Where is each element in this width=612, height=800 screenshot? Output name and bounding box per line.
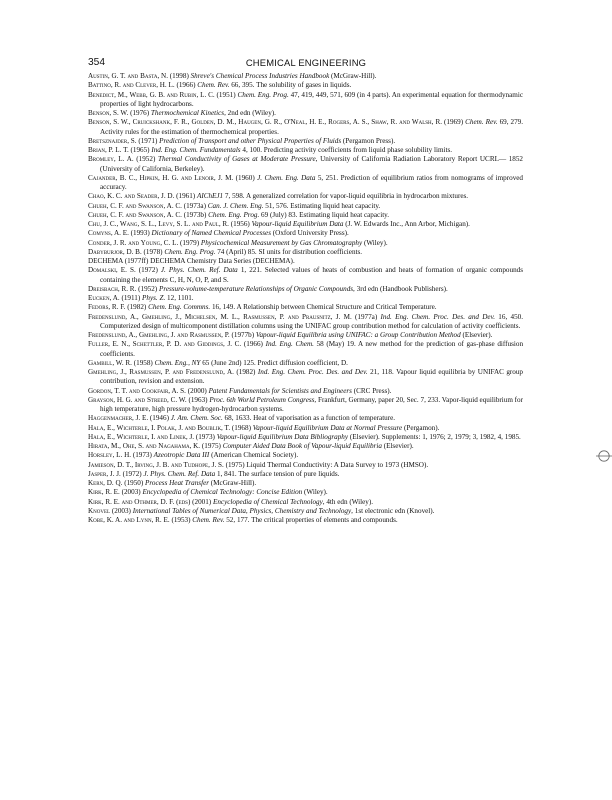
reference-year: (1982)	[233, 368, 258, 376]
reference-year: (1911)	[119, 294, 143, 302]
reference-year: (1953)	[169, 516, 193, 524]
reference-authors: Kobe, K. A. and Lynn, R. E.	[88, 516, 170, 524]
reference-authors: Hirata, M., Ohe, S. and Nagahama, K.	[88, 442, 201, 450]
reference-title: Phys. Z.	[142, 294, 166, 302]
reference-year: (1968)	[230, 423, 253, 432]
reference-entry	[88, 202, 523, 211]
reference-title: Chem. Eng., NY	[154, 358, 201, 367]
reference-details: , 1st electronic edn (Knovel).	[351, 506, 435, 515]
page-header	[88, 57, 524, 69]
reference-entry	[88, 516, 523, 525]
reference-authors: Fredenslund, A., Gmehling, J., Michelsen, M. L., Rasmussen, P. and Prausnitz, J. M.	[88, 312, 352, 321]
reference-title: Physicochemical Measurement by Gas Chromatography	[200, 238, 363, 247]
page-number: 354	[88, 57, 105, 68]
reference-year: (2003)	[110, 506, 133, 515]
reference-title: Ind. Eng. Chem. Proc. Des. and Dev.	[257, 368, 368, 376]
reference-title: Can. J. Chem. Eng.	[207, 201, 264, 210]
reference-details: 65 (June 2nd) 125. Predict diffusion coefficient, D.	[200, 358, 348, 367]
crop-mark-icon	[596, 448, 612, 464]
reference-title: Vapour-liquid Equilibrium Data at Normal Pressure	[252, 423, 403, 432]
reference-details: 1, 221. Selected values of heats of combustion and heats of formation of organic compounds containing the elements C, H, N, O, P, and S.	[100, 266, 523, 284]
reference-entry	[88, 498, 523, 507]
reference-year: (1993)	[128, 229, 152, 238]
reference-entry	[88, 424, 523, 433]
reference-list	[88, 72, 523, 525]
reference-entry	[88, 266, 523, 285]
reference-entry	[88, 192, 523, 201]
reference-authors: Haggenmacher, J. E.	[88, 414, 149, 423]
reference-year: (1946)	[148, 414, 171, 423]
reference-title: Vapour-liquid Equilibria using UNIFAC: a Group Contribution Method	[255, 331, 461, 339]
reference-entry	[88, 118, 523, 137]
reference-year: (1998)	[168, 72, 191, 80]
reference-authors: Cajander, B. C., Hipkin, H. G. and Lenoir, J. M.	[88, 173, 234, 182]
reference-year: (1960)	[233, 173, 258, 182]
reference-title: Chem. Eng. Prog.	[208, 210, 260, 219]
reference-year: (1977a)	[351, 312, 381, 321]
reference-details: , Frankfurt, Germany, paper 20, Sec. 7, 233. Vapor-liquid equilibrium for high temperature, high pressure hydrogen-hydrocarbon systems.	[100, 395, 523, 413]
reference-year: (1972)	[120, 469, 144, 478]
reference-details: 68, 1633. Heat of vaporisation as a function of temperature.	[222, 414, 396, 423]
reference-details: 69, 279. Activity rules for the estimation of thermochemical properties.	[100, 118, 524, 136]
reference-authors: Fedors, R. F.	[88, 303, 126, 312]
reference-entry	[88, 81, 523, 90]
reference-title: Patent Fundamentals for Scientists and Engineers	[208, 386, 352, 395]
reference-details: (Pergamon).	[402, 423, 440, 432]
reference-entry	[88, 146, 523, 155]
reference-title: AIChEJ1	[196, 192, 224, 201]
reference-authors: Benedict, M., Webb, G. B. and Rubin, L. C.	[88, 90, 215, 99]
reference-authors: Bromley, L. A.	[88, 155, 134, 164]
reference-title: International Tables of Numerical Data, Physics, Chemistry and Technology	[132, 506, 352, 515]
reference-entry	[88, 174, 523, 193]
reference-details: 16, 450. Computerized design of multicomponent distillation columns using the UNIFAC group contribution method for calculation of activity coefficients.	[100, 312, 524, 330]
reference-title: Thermochemical Kinetics	[150, 109, 225, 117]
reference-entry	[88, 220, 523, 229]
reference-entry	[88, 479, 523, 488]
reference-title: Chem. Eng. Prog.	[237, 90, 289, 99]
reference-year: (1978)	[141, 247, 165, 256]
reference-entry	[88, 285, 523, 294]
reference-authors: Eucken, A.	[88, 294, 120, 302]
reference-authors: Chueh, C. F. and Swanson, A. C.	[88, 210, 182, 219]
reference-details: 7, 598. A generalized correlation for vapor-liquid equilibria in hydrocarbon mixtures.	[223, 192, 469, 201]
reference-authors: Jamieson, D. T., Irving, J. B. and Tudhope, J. S.	[88, 460, 224, 469]
reference-authors: Kern, D. Q.	[88, 479, 123, 487]
reference-year: (1966)	[241, 340, 266, 349]
reference-details: (Wiley).	[302, 488, 328, 497]
reference-entry	[88, 433, 523, 442]
reference-entry	[88, 257, 523, 266]
reference-title: Chem. Eng. Commns.	[148, 303, 211, 312]
reference-authors: Gambill, W. R.	[88, 358, 132, 367]
reference-details: 47, 419, 449, 571, 609 (in 4 parts). An experimental equation for thermodynamic properties of light hydrocarbons.	[100, 90, 523, 108]
reference-title: Process Heat Transfer	[145, 479, 210, 487]
reference-title: Encyclopedia of Chemical Technology: Concise Edition	[142, 488, 303, 497]
reference-entry	[88, 414, 523, 423]
reference-title: Ind. Eng. Chem. Fundamentals	[151, 146, 241, 154]
reference-title: Encyclopedia of Chemical Technology	[212, 497, 323, 506]
reference-title: J. Phys. Chem. Ref. Data	[143, 469, 216, 478]
reference-entry	[88, 229, 523, 238]
reference-year: (1961)	[174, 192, 197, 201]
reference-entry	[88, 488, 523, 497]
reference-entry	[88, 368, 523, 387]
reference-year: (1966)	[174, 81, 198, 90]
reference-entry	[88, 248, 523, 257]
reference-details: (Wiley).	[362, 238, 388, 247]
reference-entry	[88, 155, 523, 174]
reference-authors: Benson, S. W.	[88, 109, 129, 117]
reference-authors: Grayson, H. G. and Streed, C. W.	[88, 395, 187, 404]
reference-year: (1969)	[442, 118, 466, 127]
reference-entry	[88, 451, 523, 460]
reference-year: (1973b)	[181, 210, 209, 219]
reference-year: (1973)	[131, 451, 154, 460]
reference-title: J. Am. Chem. Soc.	[170, 414, 223, 423]
reference-title: Computer Aided Data Book of Vapour-liquid Equilibria	[222, 442, 382, 450]
reference-entry	[88, 294, 523, 303]
reference-entry	[88, 211, 523, 220]
reference-authors: Bretsznajder, S.	[88, 136, 137, 145]
reference-title: Prediction of Transport and other Physical Properties of Fluids	[159, 136, 342, 145]
reference-details: , 3rd edn (Handbook Publishers).	[353, 284, 448, 293]
reference-title: J. Chem. Eng. Data	[257, 173, 316, 182]
reference-title: Chem. Rev.	[197, 81, 230, 90]
reference-details: 52, 177. The critical properties of elements and compounds.	[224, 516, 398, 524]
reference-year: (1952)	[133, 155, 158, 164]
reference-authors: Hala, E., Wichterle, I. and Linek, J.	[88, 432, 195, 441]
reference-authors: Chueh, C. F. and Swanson, A. C.	[88, 201, 182, 210]
reference-details: , 2nd edn (Wiley).	[224, 109, 276, 117]
reference-details: (McGraw-Hill).	[329, 72, 377, 80]
reference-entry	[88, 331, 523, 340]
reference-entry	[88, 470, 523, 479]
running-title: CHEMICAL ENGINEERING	[245, 57, 367, 68]
reference-year: (2000)	[185, 386, 209, 395]
reference-year: (1950)	[122, 479, 146, 487]
reference-year: (1963)	[186, 395, 210, 404]
reference-title: Chem. Rev.	[192, 516, 225, 524]
reference-title: Proc. 6th World Petroleum Congress	[209, 395, 315, 404]
reference-authors: Brian, P. L. T.	[88, 146, 129, 154]
reference-authors: Fuller, E. N., Schettler, P. D. and Giddings, J. C.	[88, 340, 242, 349]
reference-authors: Horsley, L. H.	[88, 451, 132, 460]
reference-authors: Battino, R. and Clever, H. L.	[88, 81, 175, 90]
reference-year: (1972)	[135, 266, 161, 275]
reference-authors: Dreisbach, R. R.	[88, 284, 137, 293]
reference-details: Liquid Thermal Conductivity: A Data Survey to 1973 (HMSO).	[246, 460, 429, 469]
reference-details: 4, 100. Predicting activity coefficients from liquid phase solubility limits.	[240, 146, 453, 154]
reference-title: Ind. Eng. Chem.	[265, 340, 314, 349]
reference-authors: Benson, S. W., Cruickshank, F. R., Golden, D. M., Haugen, G. R., O'Neal, H. E., Rogers, A. S., Shaw, R. and Walsh, R.	[88, 118, 443, 127]
reference-details: 58 (May) 19. A new method for the prediction of gas-phase diffusion coefficients.	[100, 340, 524, 358]
reference-authors: Hala, E., Wichterle, I. Polak, J. and Boublik, T.	[88, 423, 231, 432]
reference-authors: Kirk, R. E. and Othmer, D. F. (eds)	[88, 497, 191, 506]
reference-details: (American Chemical Society).	[209, 451, 299, 460]
reference-details: 16, 149. A Relationship between Chemical Structure and Critical Temperature.	[210, 303, 437, 312]
reference-authors: Chu, J. C., Wang, S. L., Levy, S. L. and Paul, R.	[88, 220, 229, 228]
reference-details: , University of California Radiation Laboratory Report UCRL— 1852 (University of California, Berkeley).	[100, 155, 524, 173]
reference-year: (1973a)	[181, 201, 208, 210]
reference-title: Pressure-volume-temperature Relationships of Organic Compounds	[158, 284, 354, 293]
reference-entry	[88, 109, 523, 118]
reference-title: Vapour-liquid Equilibrium Data Bibliography	[216, 432, 349, 441]
reference-entry	[88, 396, 523, 415]
reference-year: (1951)	[214, 90, 238, 99]
reference-entry	[88, 442, 523, 451]
reference-authors: Comyns, A. E.	[88, 229, 129, 238]
reference-year: (1956)	[228, 220, 252, 228]
reference-authors: Gordon, T. T. and Cookfair, A. S.	[88, 386, 186, 395]
reference-entry	[88, 303, 523, 312]
reference-title: Thermal Conductivity of Gases at Moderate Pressure	[157, 155, 316, 164]
reference-title: Shreve's Chemical Process Industries Handbook	[190, 72, 330, 80]
reference-details: (McGraw-Hill).	[209, 479, 257, 487]
reference-year: (1952)	[136, 284, 159, 293]
reference-title: J. Phys. Chem. Ref. Data	[160, 266, 238, 275]
reference-details: 5, 251. Prediction of equilibrium ratios from nomograms of improved accuracy.	[100, 173, 524, 191]
reference-details: 51, 576. Estimating liquid heat capacity.	[263, 201, 381, 210]
reference-details: (Pergamon Press).	[341, 136, 396, 145]
reference-title: Chem. Rev.	[465, 118, 498, 127]
reference-authors: Jasper, J. J.	[88, 469, 121, 478]
reference-year: (1977b)	[229, 331, 256, 339]
reference-authors: Knovel	[88, 506, 111, 515]
reference-year: (1965)	[128, 146, 152, 154]
reference-details: , 4th edn (Wiley).	[322, 497, 374, 506]
reference-details: (J. W. Edwards Inc., Ann Arbor, Michigan).	[343, 220, 470, 228]
reference-year: (1976)	[128, 109, 151, 117]
reference-entry	[88, 72, 523, 81]
reference-entry	[88, 239, 523, 248]
reference-entry	[88, 461, 523, 470]
reference-title: Chem. Eng. Prog.	[164, 247, 216, 256]
reference-details: 74 (April) 85. SI units for distribution coefficients.	[215, 247, 363, 256]
reference-details: 66, 395. The solubility of gases in liquids.	[229, 81, 352, 90]
reference-details: (Oxford University Press).	[271, 229, 349, 238]
reference-authors: Chao, K. C. and Seader, J. D.	[88, 192, 175, 201]
reference-year: (1958)	[131, 358, 155, 367]
reference-details: 69 (July) 83. Estimating liquid heat capacity.	[259, 210, 390, 219]
reference-entry	[88, 313, 523, 332]
reference-authors: Dabyburjor, D. B.	[88, 247, 142, 256]
reference-entry	[88, 359, 523, 368]
reference-title: Azeotropic Data III	[153, 451, 210, 460]
reference-title: Dictionary of Named Chemical Processes	[151, 229, 272, 238]
reference-year: (1971)	[136, 136, 160, 145]
reference-entry	[88, 91, 523, 110]
reference-details: 21, 118. Vapour liquid equilibria by UNIFAC group contribution, revision and extension.	[100, 368, 524, 386]
reference-authors: Austin, G. T. and Basta, N.	[88, 72, 168, 80]
reference-details: 1, 841. The surface tension of pure liquids.	[215, 469, 340, 478]
reference-year: (1982)	[125, 303, 149, 312]
reference-details: 12, 1101.	[165, 294, 194, 302]
reference-details: (Elsevier).	[381, 442, 414, 450]
reference-title: Vapour-liquid Equilibrium Data	[251, 220, 344, 228]
reference-entry	[88, 387, 523, 396]
reference-year: (1975)	[223, 460, 247, 469]
reference-details: (CRC Press).	[351, 386, 392, 395]
reference-details: (Elsevier).	[460, 331, 493, 339]
reference-title: Ind. Eng. Chem. Proc. Des. and Dev.	[380, 312, 496, 321]
reference-authors: Kirk, R. E.	[88, 488, 120, 497]
reference-authors: Fredenslund, A., Gmehling, J. and Rasmussen, P.	[88, 331, 230, 339]
reference-entry	[88, 340, 523, 359]
reference-authors: Gmehling, J., Rasmussen, P. and Fredenslund, A.	[88, 368, 234, 376]
reference-entry	[88, 137, 523, 146]
reference-authors: Domalski, E. S.	[88, 266, 136, 275]
reference-entry	[88, 507, 523, 516]
reference-year: (2001)	[190, 497, 213, 506]
reference-details: (Elsevier). Supplements: 1, 1976; 2, 1979; 3, 1982, 4, 1985.	[348, 432, 521, 441]
reference-year: (1973)	[194, 432, 217, 441]
reference-authors: Conder, J. R. and Young, C. L.	[88, 238, 179, 247]
reference-year: (1975)	[200, 442, 223, 450]
reference-year: DECHEMA (1977ff) DECHEMA Chemistry Data Series (DECHEMA).	[88, 257, 295, 265]
reference-year: (1979)	[178, 238, 201, 247]
reference-year: (2003)	[119, 488, 143, 497]
